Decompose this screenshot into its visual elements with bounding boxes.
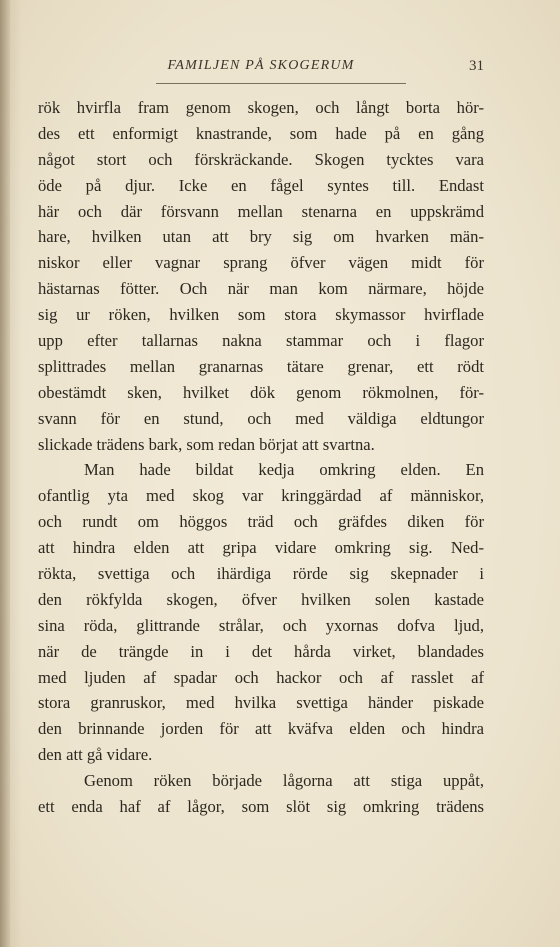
text-line: ofantlig yta med skog var kringgärdad af människor, <box>38 486 484 506</box>
text-line: rökta, svettiga och ihärdiga rörde sig skepnader i <box>38 564 484 584</box>
text-line: splittrades mellan granarnas tätare grenar, ett rödt <box>38 356 484 376</box>
text-line: och rundt om höggos träd och gräfdes diken för <box>38 512 484 532</box>
text-line: upp efter tallarnas nakna stammar och i flagor <box>38 331 484 351</box>
text-line: hare, hvilken utan att bry sig om hvarken män- <box>38 227 484 247</box>
text-line: stora granruskor, med hvilka svettiga händer piskade <box>38 693 484 713</box>
page-gutter-shadow <box>0 0 10 947</box>
page-header <box>38 58 484 88</box>
text-line: när de trängde in i det hårda virket, blandades <box>38 641 484 661</box>
text-line: rök hvirfla fram genom skogen, och långt borta hör- <box>38 98 484 117</box>
text-line: svann för en stund, och med väldiga eldtungor <box>38 408 484 428</box>
text-line: hästarnas fötter. Och när man kom närmare, höjde <box>38 279 484 299</box>
text-line: den att gå vidare. <box>38 745 153 765</box>
text-line: niskor eller vagnar sprang öfver vägen midt för <box>38 253 484 273</box>
text-line: ett enda haf af lågor, som slöt sig omkring trädens <box>38 797 484 817</box>
text-line: den rökfylda skogen, öfver hvilken solen kastade <box>38 589 484 609</box>
text-line: här och där försvann mellan stenarna en uppskrämd <box>38 201 484 221</box>
text-line: Genom röken började lågorna att stiga uppåt, <box>84 771 484 791</box>
text-line: öde på djur. Icke en fågel syntes till. Endast <box>38 175 484 195</box>
text-line: slickade trädens bark, som redan börjat att svartna. <box>38 434 375 454</box>
text-line: den brinnande jorden för att kväfva elden och hindra <box>38 719 484 739</box>
header-rule <box>156 83 406 84</box>
text-line: Man hade bildat kedja omkring elden. En <box>84 460 484 480</box>
body-text <box>38 95 484 820</box>
page-number: 31 <box>469 58 484 74</box>
text-line: något stort och förskräckande. Skogen tycktes vara <box>38 149 484 169</box>
text-line: sina röda, glittrande strålar, och yxornas dofva ljud, <box>38 615 484 635</box>
text-line: med ljuden af spadar och hackor och af rasslet af <box>38 667 484 687</box>
text-line: sig ur röken, hvilken som stora skymassor hvirflade <box>38 305 484 325</box>
text-line: des ett enformigt knastrande, som hade på en gång <box>38 123 484 143</box>
text-line: obestämdt sken, hvilket dök genom rökmolnen, för- <box>38 382 484 402</box>
text-line: att hindra elden att gripa vidare omkring sig. Ned- <box>38 538 484 558</box>
running-title: FAMILJEN PÅ SKOGERUM <box>167 58 355 73</box>
